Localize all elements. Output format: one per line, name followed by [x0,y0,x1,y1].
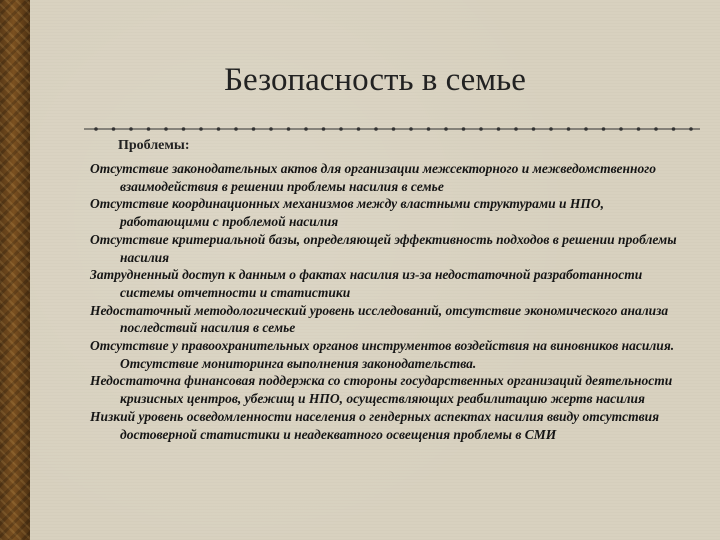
divider-dot [444,127,448,131]
divider-dot [514,127,518,131]
divider-dot [217,127,221,131]
divider-dot [427,127,431,131]
divider-dot [269,127,273,131]
divider-dot [392,127,396,131]
divider-dot [637,127,641,131]
divider-dot [304,127,308,131]
divider-dot [479,127,483,131]
list-item: Отсутствие законодательных актов для организации межсекторного и межведомственного взаимодействия в решении проблемы насилия в семье [90,161,656,194]
divider-dot [549,127,553,131]
list-item: Отсутствие у правоохранительных органов инструментов воздействия на виновников насилия. Отсутствие мониторинга выполнения законодательства. [90,338,675,371]
divider-dot [164,127,168,131]
divider-dot [619,127,623,131]
decorative-side-strip [0,0,30,540]
divider-dot [199,127,203,131]
list-item: Отсутствие критериальной базы, определяющей эффективность подходов в решении проблемы насилия [90,231,677,265]
divider-line [84,124,700,134]
divider-dot [252,127,256,131]
divider-dot [462,127,466,131]
divider-dot [672,127,676,131]
divider-dot [322,127,326,131]
slide-title: Безопасность в семье [224,62,526,98]
list-item: Затрудненный доступ к данным о фактах насилия из-за недостаточной разработанности системы отчетности и статистики [90,267,643,300]
divider-dot [409,127,413,131]
divider-dot [112,127,116,131]
list-item: Недостаточна финансовая поддержка со стороны государственных организаций деятельности кризисных центров, убежищ и НПО, осуществляющих реабилитацию жертв насилия [90,373,673,407]
divider-dot [357,127,361,131]
divider-dot [147,127,151,131]
divider-dot [567,127,571,131]
divider-dot [339,127,343,131]
divider-dot [234,127,238,131]
problems-list [90,160,690,443]
list-item: Низкий уровень осведомленности населения о гендерных аспектах насилия ввиду отсутствия достоверной статистики и неадекватного освещения проблемы в СМИ [90,408,660,442]
list-item: Недостаточный методологический уровень исследований, отсутствие экономического анализа последствий насилия в семье [90,302,669,336]
divider-dot [532,127,536,131]
list-item: Отсутствие координационных механизмов между властными структурами и НПО, работающими с проблемой насилия [90,196,605,230]
divider-dot [129,127,133,131]
divider-dot [654,127,658,131]
divider-dot [374,127,378,131]
divider-dot [689,127,693,131]
divider-dot [584,127,588,131]
divider-dot [602,127,606,131]
divider-dot [287,127,291,131]
divider-dot [497,127,501,131]
divider-dot [94,127,98,131]
divider-dot [182,127,186,131]
section-heading: Проблемы: [118,138,190,153]
